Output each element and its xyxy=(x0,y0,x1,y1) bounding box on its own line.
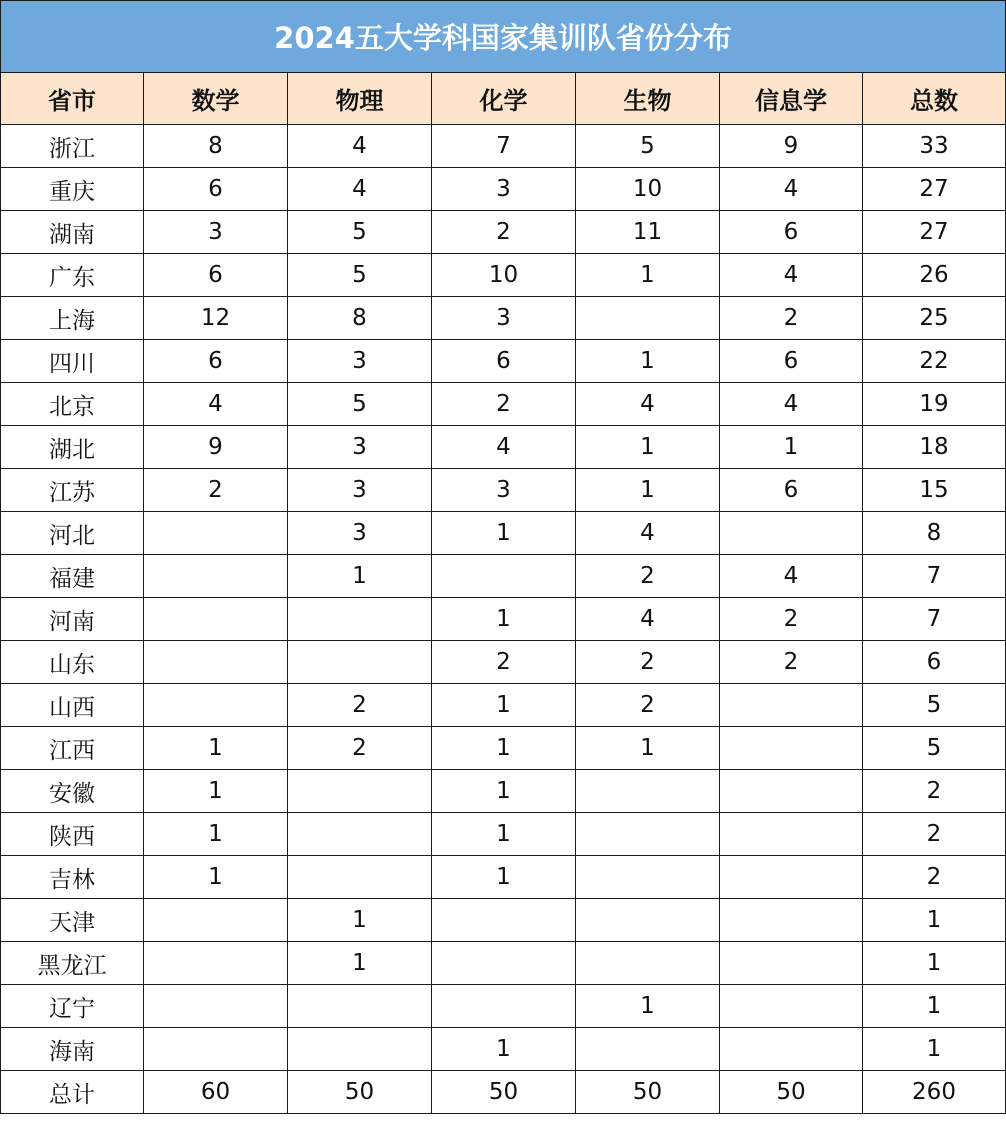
count-cell: 1 xyxy=(863,1028,1006,1071)
count-cell xyxy=(288,985,432,1028)
table-row xyxy=(1,426,1006,469)
count-cell: 1 xyxy=(288,555,432,598)
count-cell xyxy=(720,1028,863,1071)
province-cell: 重庆 xyxy=(1,168,144,211)
count-cell: 6 xyxy=(144,254,288,297)
count-cell: 9 xyxy=(720,125,863,168)
count-cell: 11 xyxy=(576,211,720,254)
count-cell xyxy=(432,899,576,942)
header-cell: 信息学 xyxy=(720,73,863,125)
count-cell xyxy=(144,641,288,684)
count-cell: 1 xyxy=(576,469,720,512)
table-row xyxy=(1,598,1006,641)
table-row xyxy=(1,641,1006,684)
count-cell: 2 xyxy=(576,555,720,598)
province-cell: 海南 xyxy=(1,1028,144,1071)
total-cell: 总计 xyxy=(1,1071,144,1114)
count-cell: 3 xyxy=(144,211,288,254)
count-cell: 1 xyxy=(863,899,1006,942)
count-cell xyxy=(576,856,720,899)
total-cell: 50 xyxy=(288,1071,432,1114)
header-cell: 总数 xyxy=(863,73,1006,125)
count-cell xyxy=(720,942,863,985)
count-cell xyxy=(288,1028,432,1071)
province-cell: 江西 xyxy=(1,727,144,770)
table-row xyxy=(1,168,1006,211)
table-row xyxy=(1,770,1006,813)
count-cell: 6 xyxy=(720,469,863,512)
count-cell: 1 xyxy=(432,813,576,856)
count-cell: 4 xyxy=(576,512,720,555)
count-cell: 12 xyxy=(144,297,288,340)
count-cell: 6 xyxy=(720,211,863,254)
count-cell: 7 xyxy=(863,598,1006,641)
count-cell: 4 xyxy=(720,555,863,598)
count-cell: 2 xyxy=(432,641,576,684)
table-row xyxy=(1,899,1006,942)
province-cell: 四川 xyxy=(1,340,144,383)
count-cell: 1 xyxy=(576,426,720,469)
header-cell: 数学 xyxy=(144,73,288,125)
province-cell: 江苏 xyxy=(1,469,144,512)
count-cell xyxy=(576,770,720,813)
count-cell: 3 xyxy=(288,469,432,512)
count-cell xyxy=(288,598,432,641)
count-cell xyxy=(144,1028,288,1071)
province-cell: 天津 xyxy=(1,899,144,942)
count-cell xyxy=(720,985,863,1028)
count-cell xyxy=(720,899,863,942)
total-cell: 260 xyxy=(863,1071,1006,1114)
count-cell: 1 xyxy=(432,727,576,770)
count-cell: 1 xyxy=(432,856,576,899)
count-cell: 10 xyxy=(576,168,720,211)
count-cell: 2 xyxy=(863,856,1006,899)
table-row xyxy=(1,211,1006,254)
count-cell: 1 xyxy=(144,727,288,770)
count-cell: 7 xyxy=(863,555,1006,598)
count-cell: 4 xyxy=(720,168,863,211)
count-cell: 5 xyxy=(288,383,432,426)
province-cell: 北京 xyxy=(1,383,144,426)
count-cell: 2 xyxy=(576,684,720,727)
count-cell: 5 xyxy=(288,254,432,297)
count-cell: 4 xyxy=(720,254,863,297)
province-cell: 辽宁 xyxy=(1,985,144,1028)
count-cell: 4 xyxy=(576,383,720,426)
province-cell: 福建 xyxy=(1,555,144,598)
count-cell xyxy=(144,598,288,641)
table-row xyxy=(1,727,1006,770)
count-cell: 1 xyxy=(863,985,1006,1028)
province-cell: 广东 xyxy=(1,254,144,297)
count-cell: 1 xyxy=(288,899,432,942)
count-cell xyxy=(576,899,720,942)
count-cell: 8 xyxy=(144,125,288,168)
count-cell: 2 xyxy=(720,297,863,340)
count-cell: 8 xyxy=(863,512,1006,555)
province-cell: 湖南 xyxy=(1,211,144,254)
province-cell: 河北 xyxy=(1,512,144,555)
table-row xyxy=(1,985,1006,1028)
count-cell: 1 xyxy=(863,942,1006,985)
count-cell: 19 xyxy=(863,383,1006,426)
count-cell xyxy=(144,985,288,1028)
count-cell: 4 xyxy=(288,168,432,211)
count-cell xyxy=(288,813,432,856)
count-cell xyxy=(144,899,288,942)
table-row xyxy=(1,813,1006,856)
table-row xyxy=(1,1028,1006,1071)
count-cell xyxy=(720,512,863,555)
count-cell: 1 xyxy=(432,684,576,727)
total-row xyxy=(1,1071,1006,1114)
count-cell: 4 xyxy=(144,383,288,426)
province-cell: 湖北 xyxy=(1,426,144,469)
count-cell: 15 xyxy=(863,469,1006,512)
count-cell: 3 xyxy=(288,340,432,383)
province-cell: 陕西 xyxy=(1,813,144,856)
count-cell: 2 xyxy=(432,383,576,426)
count-cell: 5 xyxy=(288,211,432,254)
count-cell: 25 xyxy=(863,297,1006,340)
count-cell: 1 xyxy=(720,426,863,469)
count-cell: 1 xyxy=(432,770,576,813)
count-cell xyxy=(288,770,432,813)
count-cell xyxy=(720,856,863,899)
province-cell: 山西 xyxy=(1,684,144,727)
count-cell xyxy=(720,727,863,770)
province-cell: 山东 xyxy=(1,641,144,684)
count-cell: 6 xyxy=(144,168,288,211)
count-cell xyxy=(432,555,576,598)
count-cell: 6 xyxy=(863,641,1006,684)
count-cell: 1 xyxy=(432,512,576,555)
province-cell: 黑龙江 xyxy=(1,942,144,985)
count-cell xyxy=(576,942,720,985)
table-row xyxy=(1,383,1006,426)
count-cell: 5 xyxy=(863,727,1006,770)
count-cell: 3 xyxy=(432,168,576,211)
count-cell: 8 xyxy=(288,297,432,340)
table-title: 2024五大学科国家集训队省份分布 xyxy=(1,1,1006,73)
count-cell: 5 xyxy=(576,125,720,168)
count-cell: 5 xyxy=(863,684,1006,727)
count-cell: 1 xyxy=(576,727,720,770)
province-cell: 吉林 xyxy=(1,856,144,899)
count-cell: 3 xyxy=(288,512,432,555)
table-row xyxy=(1,125,1006,168)
title-row xyxy=(1,1,1006,73)
total-cell: 50 xyxy=(720,1071,863,1114)
count-cell xyxy=(576,813,720,856)
count-cell: 33 xyxy=(863,125,1006,168)
count-cell: 2 xyxy=(720,598,863,641)
count-cell: 1 xyxy=(144,856,288,899)
table-row xyxy=(1,684,1006,727)
count-cell: 3 xyxy=(288,426,432,469)
count-cell xyxy=(432,985,576,1028)
count-cell xyxy=(144,512,288,555)
count-cell: 27 xyxy=(863,211,1006,254)
table-row xyxy=(1,512,1006,555)
count-cell: 6 xyxy=(432,340,576,383)
count-cell: 1 xyxy=(144,813,288,856)
count-cell: 10 xyxy=(432,254,576,297)
count-cell: 3 xyxy=(432,297,576,340)
count-cell: 1 xyxy=(288,942,432,985)
total-cell: 50 xyxy=(432,1071,576,1114)
count-cell: 4 xyxy=(576,598,720,641)
header-cell: 省市 xyxy=(1,73,144,125)
count-cell xyxy=(144,684,288,727)
count-cell: 2 xyxy=(863,813,1006,856)
count-cell: 4 xyxy=(288,125,432,168)
count-cell xyxy=(576,297,720,340)
total-cell: 60 xyxy=(144,1071,288,1114)
total-cell: 50 xyxy=(576,1071,720,1114)
count-cell: 6 xyxy=(144,340,288,383)
count-cell: 9 xyxy=(144,426,288,469)
province-cell: 上海 xyxy=(1,297,144,340)
header-row xyxy=(1,73,1006,125)
province-cell: 河南 xyxy=(1,598,144,641)
count-cell xyxy=(144,555,288,598)
count-cell: 18 xyxy=(863,426,1006,469)
count-cell xyxy=(720,770,863,813)
count-cell: 1 xyxy=(576,985,720,1028)
count-cell: 1 xyxy=(432,1028,576,1071)
count-cell xyxy=(288,856,432,899)
count-cell: 2 xyxy=(288,684,432,727)
count-cell: 6 xyxy=(720,340,863,383)
count-cell: 1 xyxy=(432,598,576,641)
count-cell: 7 xyxy=(432,125,576,168)
count-cell: 3 xyxy=(432,469,576,512)
table-body xyxy=(1,125,1006,1071)
table-row xyxy=(1,469,1006,512)
count-cell: 1 xyxy=(576,254,720,297)
table-row xyxy=(1,254,1006,297)
count-cell: 4 xyxy=(432,426,576,469)
count-cell xyxy=(432,942,576,985)
province-cell: 浙江 xyxy=(1,125,144,168)
count-cell: 2 xyxy=(144,469,288,512)
count-cell: 1 xyxy=(144,770,288,813)
count-cell: 1 xyxy=(576,340,720,383)
province-cell: 安徽 xyxy=(1,770,144,813)
count-cell xyxy=(720,684,863,727)
table-row xyxy=(1,340,1006,383)
table-row xyxy=(1,297,1006,340)
count-cell xyxy=(144,942,288,985)
count-cell xyxy=(288,641,432,684)
count-cell: 2 xyxy=(432,211,576,254)
header-cell: 化学 xyxy=(432,73,576,125)
count-cell: 2 xyxy=(720,641,863,684)
table-row xyxy=(1,942,1006,985)
count-cell: 2 xyxy=(863,770,1006,813)
header-cell: 生物 xyxy=(576,73,720,125)
header-cell: 物理 xyxy=(288,73,432,125)
count-cell: 26 xyxy=(863,254,1006,297)
table-row xyxy=(1,555,1006,598)
count-cell xyxy=(576,1028,720,1071)
count-cell: 2 xyxy=(288,727,432,770)
count-cell: 22 xyxy=(863,340,1006,383)
count-cell: 27 xyxy=(863,168,1006,211)
count-cell: 2 xyxy=(576,641,720,684)
table-row xyxy=(1,856,1006,899)
count-cell: 4 xyxy=(720,383,863,426)
count-cell xyxy=(720,813,863,856)
